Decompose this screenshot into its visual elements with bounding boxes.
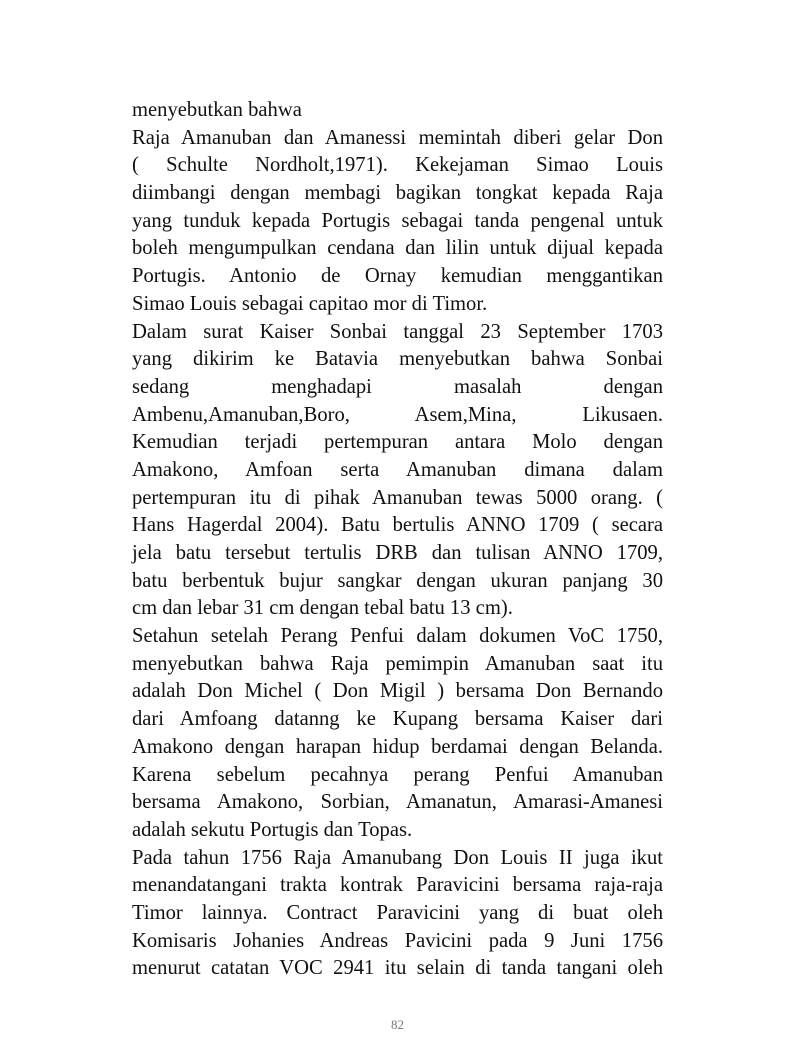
text-line: Raja Amanuban dan Amanessi memintah diberi gelar Don [132,126,663,149]
text-line: bersama Amakono, Sorbian, Amanatun, Amarasi-Amanesi [132,791,663,814]
text-line: yang dikirim ke Batavia menyebutkan bahwa Sonbai [132,348,663,371]
text-line: adalah sekutu Portugis dan Topas. [132,818,413,841]
text-line: Portugis. Antonio de Ornay kemudian menggantikan [132,265,663,288]
text-line: jela batu tersebut tertulis DRB dan tulisan ANNO 1709, [132,542,663,564]
text-line: menyebutkan bahwa Raja pemimpin Amanuban saat itu [132,652,663,675]
text-line: Ambenu,Amanuban,Boro, Asem,Mina, Likusaen. [132,403,663,426]
text-line: diimbangi dengan membagi bagikan tongkat kepada Raja [132,182,663,205]
text-line: Komisaris Johanies Andreas Pavicini pada 9 Juni 1756 [132,929,663,952]
text-line: ( Schulte Nordholt,1971). Kekejaman Simao Louis [132,154,663,177]
text-line: Amakono dengan harapan hidup berdamai dengan Belanda. [132,735,663,758]
text-line: batu berbentuk bujur sangkar dengan ukuran panjang 30 [132,569,663,592]
text-line: Karena sebelum pecahnya perang Penfui Amanuban [132,763,663,786]
text-line: menurut catatan VOC 2941 itu selain di tanda tangani oleh [132,957,663,980]
text-line: Dalam surat Kaiser Sonbai tanggal 23 September 1703 [132,320,663,343]
text-line: yang tunduk kepada Portugis sebagai tanda pengenal untuk [132,209,663,232]
text-line: Setahun setelah Perang Penfui dalam dokumen VoC 1750, [132,625,663,648]
text-line: Pada tahun 1756 Raja Amanubang Don Louis II juga ikut [132,846,663,869]
body-text [132,97,663,983]
text-line: sedang menghadapi masalah dengan [132,375,663,398]
text-line: Hans Hagerdal 2004). Batu bertulis ANNO 1709 ( secara [132,514,663,537]
text-line: adalah Don Michel ( Don Migil ) bersama Don Bernando [132,680,663,703]
text-line: menandatangani trakta kontrak Paravicini bersama raja-raja [132,874,663,897]
text-line: pertempuran itu di pihak Amanuban tewas 5000 orang. ( [132,486,663,509]
page-number: 82 [391,1017,404,1032]
text-line: Kemudian terjadi pertempuran antara Molo dengan [132,431,663,454]
text-line: dari Amfoang datanng ke Kupang bersama Kaiser dari [132,708,663,731]
text-line: cm dan lebar 31 cm dengan tebal batu 13 cm). [132,597,513,620]
text-line: boleh mengumpulkan cendana dan lilin untuk dijual kepada [132,237,663,260]
text-line: menyebutkan bahwa [132,99,302,121]
text-line: Simao Louis sebagai capitao mor di Timor. [132,292,488,315]
text-line: Amakono, Amfoan serta Amanuban dimana dalam [132,458,663,481]
text-line: Timor lainnya. Contract Paravicini yang di buat oleh [132,901,663,924]
